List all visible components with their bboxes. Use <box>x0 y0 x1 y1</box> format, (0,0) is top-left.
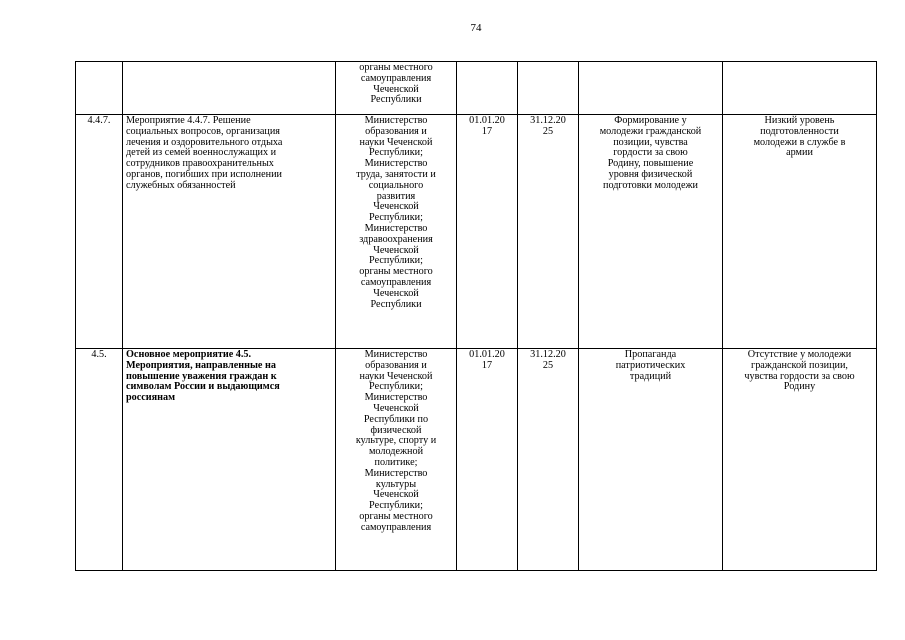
cell-executors: органы местного самоуправления Чеченской Республики <box>336 62 457 115</box>
cell-consequence: Низкий уровень подготовленности молодежи в службе в армии <box>723 115 877 349</box>
table-row <box>76 349 877 571</box>
cell-measure-name: Основное мероприятие 4.5. Мероприятия, направленные на повышение уважения граждан к символам России и выдающимся россиянам <box>123 349 336 571</box>
cell-measure-name: Мероприятие 4.4.7. Решение социальных вопросов, организация лечения и оздоровительного отдыха детей из семей военнослужащих и сотрудников правоохранительных органов, погибших при исполнении служебных обязанностей <box>123 115 336 349</box>
table-row <box>76 62 877 115</box>
cell-expected-result: Пропаганда патриотических традиций <box>579 349 723 571</box>
cell-expected-result: Формирование у молодежи гражданской позиции, чувства гордости за свою Родину, повышение уровня физической подготовки молодежи <box>579 115 723 349</box>
measures-table <box>75 61 877 571</box>
page-number: 74 <box>470 22 482 34</box>
cell-number <box>76 62 123 115</box>
cell-measure-name <box>123 62 336 115</box>
cell-executors: Министерство образования и науки Чеченской Республики; Министерство труда, занятости и социального развития Чеченской Республики; Министерство здравоохранения Чеченской Республики; органы местного самоуправления Чеченской Республики <box>336 115 457 349</box>
cell-expected-result <box>579 62 723 115</box>
table-row <box>76 115 877 349</box>
cell-end-date: 31.12.20 25 <box>518 115 579 349</box>
cell-number: 4.4.7. <box>76 115 123 349</box>
cell-executors: Министерство образования и науки Чеченской Республики; Министерство Чеченской Республики по физической культуре, спорту и молодежной политике; Министерство культуры Чеченской Республики; органы местного самоуправления <box>336 349 457 571</box>
cell-start-date <box>457 62 518 115</box>
cell-end-date <box>518 62 579 115</box>
cell-start-date: 01.01.20 17 <box>457 115 518 349</box>
cell-end-date: 31.12.20 25 <box>518 349 579 571</box>
cell-consequence <box>723 62 877 115</box>
cell-consequence: Отсутствие у молодежи гражданской позиции, чувства гордости за свою Родину <box>723 349 877 571</box>
cell-number: 4.5. <box>76 349 123 571</box>
cell-start-date: 01.01.20 17 <box>457 349 518 571</box>
